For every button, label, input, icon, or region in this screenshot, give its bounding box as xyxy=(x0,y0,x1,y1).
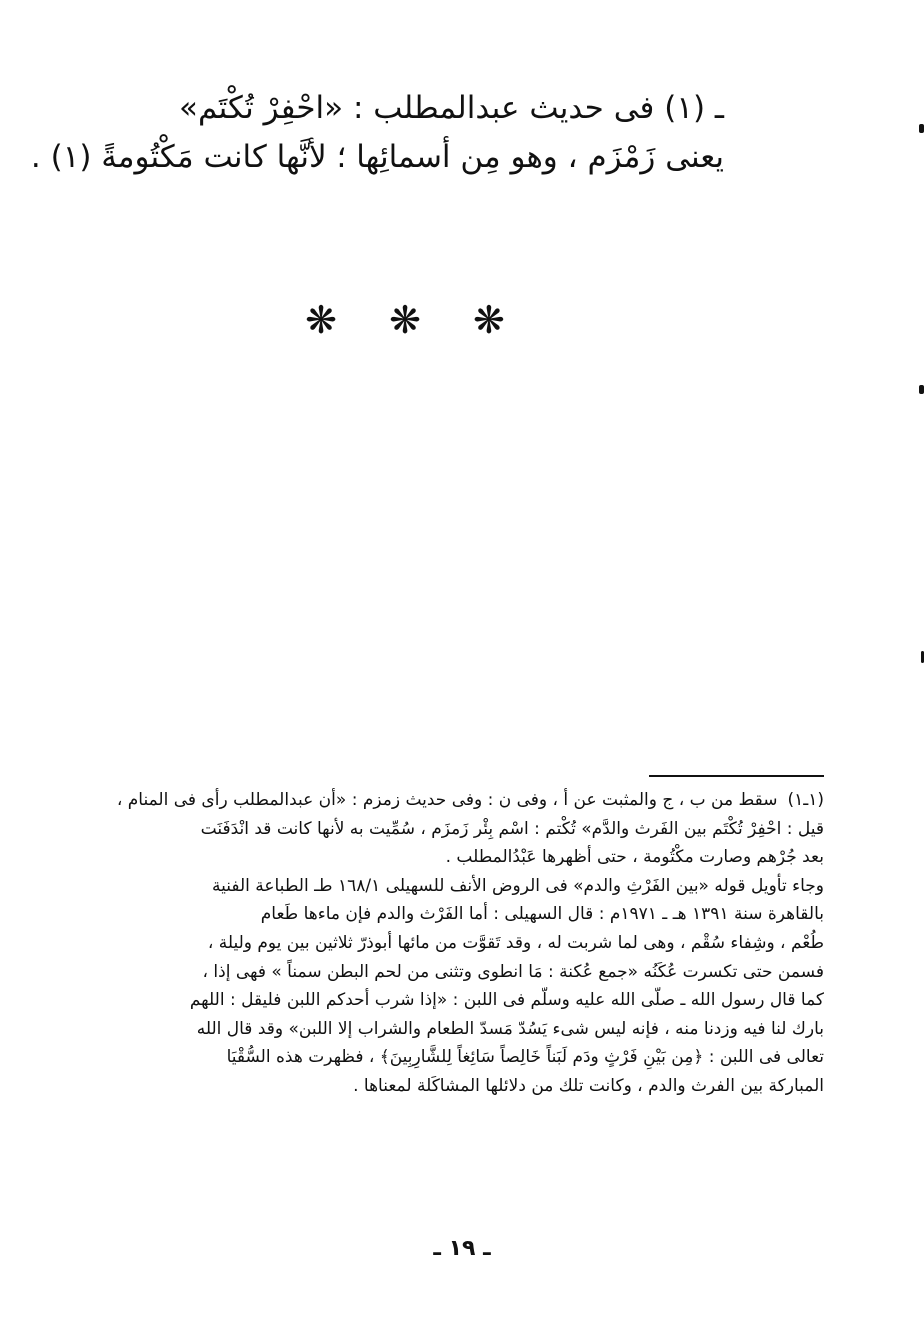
footnote-marker: (١ـ١) xyxy=(787,790,824,810)
footnote-line: قيل : احْفِرْ تُكْتَم بين الفَرث والدَّم» تُكْتم : اسْم بِئْر زَمزَم ، سُمِّيت به لأنها كانت قد انْدَفَنَت xyxy=(200,818,824,839)
scan-mark xyxy=(919,124,924,133)
footnote-line: طُعْم ، وشِفاء سُقْم ، وهى لما شربت له ، وقد تَقوَّت من مائها أبوذرّ ثلاثين بين يوم وليلة ، xyxy=(207,932,824,953)
footnote-line: تعالى فى اللبن : ﴿مِن بَيْنِ فَرْثٍ ودَم لَبَناً خَالِصاً سَائِغاً لِلشَّارِبِينَ﴾ ، فظهرت هذه السُّقْيَا xyxy=(226,1047,824,1068)
footnote-line: المباركة بين الفرث والدم ، وكانت تلك من دلائلها المشاكَلة لمعناها . xyxy=(353,1075,824,1096)
scan-mark xyxy=(919,385,924,394)
section-separator: ❋ ❋ ❋ xyxy=(305,298,525,342)
main-text-line-2: يعنى زَمْزَم ، وهو مِن أسمائِها ؛ لأنَّها كانت مَكْتُومةً (١) . xyxy=(30,139,724,175)
footnote-line: كما قال رسول الله ـ صلّى الله عليه وسلّم فى اللبن : «إذا شرب أحدكم اللبن فليقل : اللهم xyxy=(189,990,824,1011)
footnote-line: وجاء تأويل قوله «بين الفَرْثِ والدم» فى الروض الأنف للسهيلى ١٦٨/١ طـ الطباعة الفنية xyxy=(211,875,824,896)
footnote-divider xyxy=(649,775,824,777)
footnote-line-text: سقط من ب ، ج والمثبت عن أ ، وفى ن : وفى حديث زمزم : «أن عبدالمطلب رأى فى المنام ، xyxy=(116,790,778,810)
footnote-block xyxy=(79,786,824,1101)
main-text-line-1: ـ (١) فى حديث عبدالمطلب : «احْفِرْ تُكْتَم» xyxy=(179,90,724,126)
page-number: ـ ١٩ ـ xyxy=(433,1236,491,1261)
footnote-line: بارك لنا فيه وزدنا منه ، فإنه ليس شىء يَسُدّ مَسدّ الطعام والشراب إلا اللبن» وقد قال الله xyxy=(196,1018,824,1039)
footnote-line: فسمن حتى تكسرت عُكَنُه «جمع عُكنة : مَا انطوى وتثنى من لحم البطن سمناً » فهى إذا ، xyxy=(202,961,824,982)
footnote-line xyxy=(79,786,824,815)
footnote-line: بالقاهرة سنة ١٣٩١ هـ ـ ١٩٧١م : قال السهيلى : أما الفَرْث والدم فإن ماءها طَعام xyxy=(260,904,824,925)
footnote-line: بعد جُرْهم وصارت مكْتُومة ، حتى أظهرها عَبْدُالمطلب . xyxy=(445,847,824,868)
